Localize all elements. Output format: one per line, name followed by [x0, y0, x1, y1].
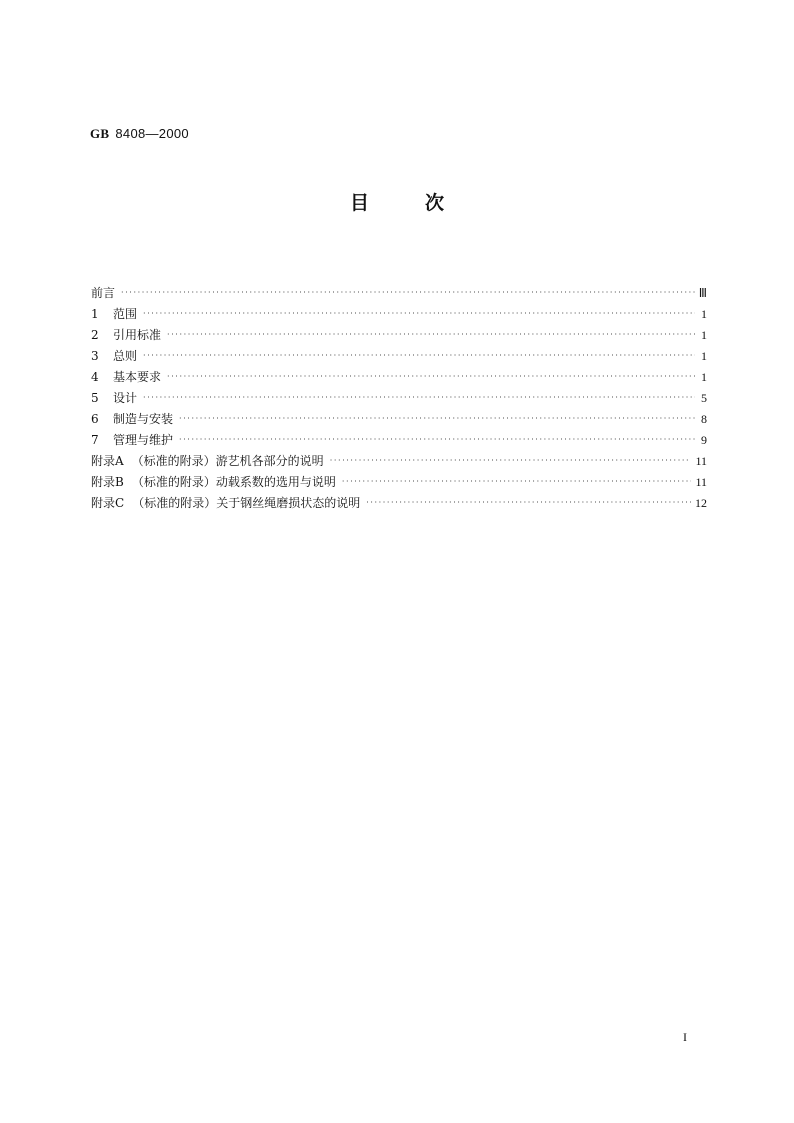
toc-leader-dots — [342, 471, 692, 492]
toc-page-number: 11 — [695, 475, 707, 489]
toc-entry-number: 4 — [91, 370, 99, 384]
toc-entry-title: （标准的附录）关于钢丝绳磨损状态的说明 — [132, 496, 361, 510]
table-of-contents — [91, 283, 707, 514]
toc-entry-manufacture[interactable] — [91, 409, 707, 430]
page-number-footer: I — [683, 1030, 687, 1044]
toc-entry-management[interactable] — [91, 430, 707, 451]
toc-entry-number: 附录B — [91, 475, 124, 489]
toc-entry-foreword[interactable] — [91, 283, 707, 304]
toc-entry-number: 2 — [91, 328, 99, 342]
toc-entry-number: 5 — [91, 391, 99, 405]
toc-page-number: 1 — [701, 370, 707, 384]
toc-page-number: 5 — [701, 391, 707, 405]
standard-number: 8408—2000 — [115, 126, 189, 141]
document-code — [90, 126, 189, 142]
toc-entry-title: （标准的附录）游艺机各部分的说明 — [131, 454, 324, 468]
toc-leader-dots — [179, 429, 695, 450]
toc-entry-title: 基本要求 — [113, 370, 162, 384]
toc-entry-title: 制造与安装 — [113, 412, 174, 426]
toc-entry-title: 设计 — [113, 391, 138, 405]
toc-entry-title: 范围 — [113, 307, 138, 321]
toc-entry-general[interactable] — [91, 346, 707, 367]
toc-leader-dots — [179, 408, 695, 429]
toc-entry-scope[interactable] — [91, 304, 707, 325]
standard-prefix: GB — [90, 126, 110, 141]
toc-entry-references[interactable] — [91, 325, 707, 346]
toc-entry-number: 7 — [91, 433, 99, 447]
toc-page-number: 1 — [701, 328, 707, 342]
toc-leader-dots — [330, 450, 692, 471]
toc-leader-dots — [143, 303, 695, 324]
toc-leader-dots — [143, 345, 695, 366]
toc-leader-dots — [143, 387, 695, 408]
toc-leader-dots — [121, 282, 695, 303]
toc-entry-title: 总则 — [113, 349, 138, 363]
toc-page-number: Ⅲ — [698, 286, 707, 300]
toc-entry-number: 6 — [91, 412, 99, 426]
toc-leader-dots — [167, 324, 695, 345]
toc-entry-appendix-c[interactable] — [91, 493, 707, 514]
toc-entry-title: （标准的附录）动载系数的选用与说明 — [131, 475, 336, 489]
toc-entry-title: 引用标准 — [113, 328, 162, 342]
toc-entry-title: 管理与维护 — [113, 433, 174, 447]
toc-page-number: 9 — [701, 433, 707, 447]
toc-entry-basic-requirements[interactable] — [91, 367, 707, 388]
toc-entry-number: 3 — [91, 349, 99, 363]
toc-title: 目次 — [349, 192, 500, 214]
toc-page-number: 1 — [701, 349, 707, 363]
toc-entry-number: 1 — [91, 307, 99, 321]
toc-leader-dots — [366, 492, 691, 513]
toc-page-number: 11 — [695, 454, 707, 468]
toc-entry-title: 前言 — [91, 286, 116, 300]
toc-entry-number: 附录A — [91, 454, 124, 468]
toc-page-number: 1 — [701, 307, 707, 321]
toc-leader-dots — [167, 366, 695, 387]
toc-entry-number: 附录C — [91, 496, 125, 510]
toc-entry-design[interactable] — [91, 388, 707, 409]
toc-entry-appendix-a[interactable] — [91, 451, 707, 472]
toc-page-number: 12 — [695, 496, 707, 510]
toc-entry-appendix-b[interactable] — [91, 472, 707, 493]
toc-page-number: 8 — [701, 412, 707, 426]
